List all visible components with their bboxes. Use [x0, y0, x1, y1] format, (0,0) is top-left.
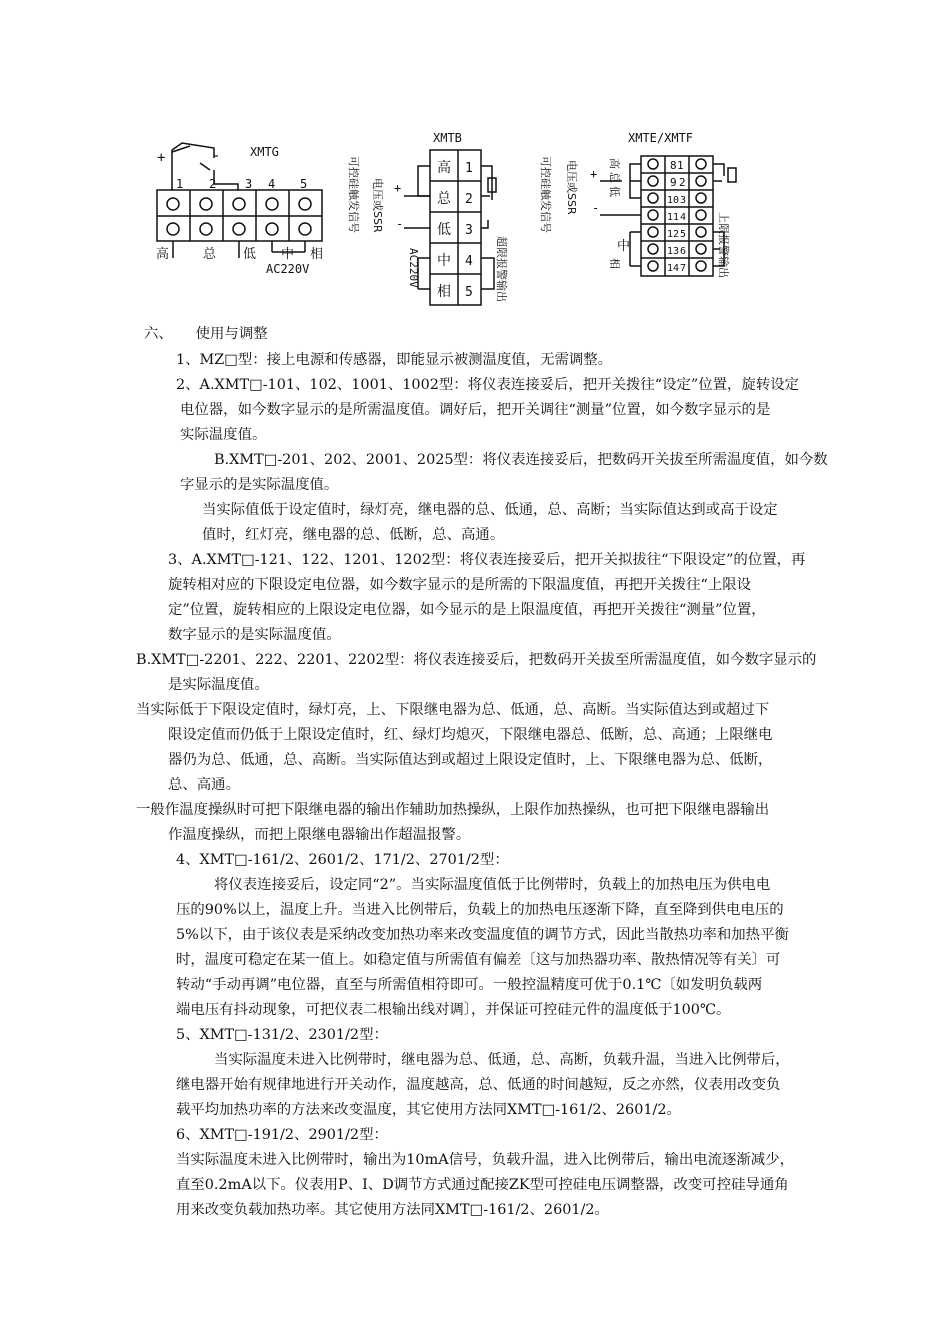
xmte-left-bottom-label-1: 中 — [617, 239, 631, 254]
xmtg-title: XMTG — [250, 145, 279, 159]
xmtb-row-3-num: 3 — [465, 223, 473, 238]
text-line: 用来改变负载加热功率。其它使用方法同XMT□-161/2、2601/2。 — [176, 1202, 609, 1218]
text-line: 器仍为总、低通，总、高断。当实际值达到或超过上限设定值时，上、下限继电器为总、低断， — [168, 752, 773, 768]
text-line: 当实际温度未进入比例带时，继电器为总、低通，总、高断，负载升温，当进入比例带后， — [214, 1052, 790, 1068]
xmtb-row-2-label: 总 — [437, 191, 451, 207]
wiring-diagrams — [0, 0, 950, 330]
xmtg-terminal-2: 2 — [209, 177, 217, 191]
xmtg-terminal-3: 3 — [245, 177, 253, 191]
xmtb-row-2-num: 2 — [465, 192, 473, 207]
xmtb-title: XMTB — [433, 131, 462, 145]
text-line: 当实际低于下限设定值时，绿灯亮，上、下限继电器为总、低通，总、高断。当实际值达到或超过下 — [136, 702, 770, 718]
text-line: 总、高通。 — [168, 777, 240, 793]
text-line: 端电压有抖动现象，可把仪表二根输出线对调〕，并保证可控硅元件的温度低于100℃。 — [176, 1002, 731, 1018]
xmtb-row-1-label: 高 — [437, 160, 451, 176]
xmtg-supply: AC220V — [266, 262, 310, 276]
xmtb-row-5-label: 相 — [437, 284, 451, 300]
xmte-row-1-left: 8 — [670, 159, 677, 172]
text-line: 3、A.XMT□-121、122、1201、1202型：将仪表连接妥后，把开关拟拔往“下限设定”的位置，再 — [168, 552, 806, 568]
text-line: 定”位置，旋转相应的上限设定电位器，如今显示的是上限温度值，再把开关拨往“测量”位置， — [168, 602, 766, 618]
text-line: B.XMT□-2201、222、2201、2202型：将仪表连接妥后，把数码开关拔至所需温度值，如今数字显示的 — [136, 652, 817, 668]
text-line: 载平均加热功率的方法来改变温度，其它使用方法同XMT□-161/2、2601/2。 — [176, 1102, 681, 1118]
xmtb-right-label: 超限报警输出 — [495, 236, 508, 302]
text-line: 6、XMT□-191/2、2901/2型： — [176, 1127, 388, 1143]
xmte-row-2-left: 9 — [670, 176, 677, 189]
text-line: 压的90%以上，温度上升。当进入比例带后，负载上的加热电压逐渐下降，直至降到供电电压的 — [176, 902, 784, 918]
xmte-row-7-right: 7 — [680, 263, 687, 274]
text-line: 当实际温度未进入比例带时，输出为10mA信号，负载升温，进入比例带后，输出电流逐渐减少， — [176, 1152, 794, 1168]
text-line: 电位器，如今数字显示的是所需温度值。调好后，把开关调往“测量”位置，如今数字显示的是 — [180, 402, 771, 418]
xmte-left-top-label-1: 高 — [608, 158, 621, 169]
xmtb-row-4-label: 中 — [437, 253, 451, 269]
xmtb-row-1-num: 1 — [465, 161, 473, 176]
xmtg-label-high: 高 — [156, 247, 170, 262]
text-line: 时，温度可稳定在某一值上。如稳定值与所需值有偏差〔这与加热器功率、散热情况等有关〕可 — [176, 952, 781, 968]
xmtg-label-low: 低 — [243, 247, 257, 262]
xmte-row-5-left: 12 — [667, 229, 680, 240]
xmte-row-1-right: 1 — [677, 159, 684, 172]
xmte-title: XMTE/XMTF — [628, 131, 694, 145]
xmte-row-4-right: 4 — [680, 212, 687, 223]
xmte-side-label: 可控硅触发信号 — [539, 156, 552, 233]
text-line: B.XMT□-201、202、2001、2025型：将仪表连接妥后，把数码开关拔至所需温度值，如今数 — [214, 452, 828, 468]
text-line: 4、XMT□-161/2、2601/2、171/2、2701/2型： — [176, 852, 509, 868]
xmtg-plus: + — [157, 150, 166, 166]
xmtg-terminal-1: 1 — [176, 177, 184, 191]
xmte-side-label-2: 电压或SSR — [565, 160, 578, 215]
section-heading: 六、 使用与调整 — [144, 326, 268, 342]
xmtg-terminal-4: 4 — [268, 177, 276, 191]
xmte-row-5-right: 5 — [680, 229, 687, 240]
xmte-plus: + — [590, 167, 598, 181]
xmte-left-top-label-2: 总 — [608, 172, 621, 183]
xmtg-label-phase: 相 — [310, 247, 324, 262]
xmtb-plus: + — [394, 181, 402, 195]
text-line: 旋转相对应的下限设定电位器，如今数字显示的是所需的下限温度值，再把开关拨往“上限设 — [168, 577, 751, 593]
text-line: 1、MZ□型：接上电源和传感器，即能显示被测温度值，无需调整。 — [176, 352, 613, 368]
text-line: 转动“手动再调”电位器，直至与所需值相符即可。一般控温精度可优于0.1℃〔如发明负载两 — [176, 977, 763, 993]
text-line: 数字显示的是实际温度值。 — [168, 627, 341, 643]
text-line: 值时，红灯亮，继电器的总、低断，总、高通。 — [202, 527, 505, 543]
text-line: 直至0.2mA以下。仪表用P、I、D调节方式通过配接ZK型可控硅电压调整器，改变可控硅导通角 — [176, 1177, 789, 1193]
xmte-row-3-right: 3 — [680, 195, 687, 206]
xmte-row-6-left: 13 — [667, 246, 680, 257]
xmtg-label-common: 总 — [203, 247, 217, 262]
xmte-right-label: 上限报警输出 — [717, 212, 730, 278]
xmtb-row-5-num: 5 — [465, 285, 473, 300]
text-line: 作温度操纵，而把上限继电器输出作超温报警。 — [168, 827, 471, 843]
xmtb-side-label-2: 电压或SSR — [371, 178, 384, 233]
xmte-left-top-label-3: 低 — [608, 186, 621, 197]
xmtb-row-3-label: 低 — [437, 222, 451, 238]
xmte-row-7-left: 14 — [667, 263, 680, 274]
xmtg-diagram — [157, 143, 322, 258]
xmte-row-6-right: 6 — [680, 246, 687, 257]
text-line: 实际温度值。 — [180, 427, 267, 443]
xmte-minus: - — [592, 201, 600, 215]
wiring-diagrams-svg — [0, 0, 950, 330]
xmtg-terminal-5: 5 — [300, 177, 308, 191]
text-line: 5、XMT□-131/2、2301/2型： — [176, 1027, 388, 1043]
xmtb-row-4-num: 4 — [465, 254, 473, 269]
text-line: 2、A.XMT□-101、102、1001、1002型：将仪表连接妥后，把开关拨往“设定”位置，旋转设定 — [176, 377, 799, 393]
text-line: 继电器开始有规律地进行开关动作，温度越高，总、低通的时间越短，反之亦然，仪表用改变负 — [176, 1077, 781, 1093]
xmte-left-bottom-label-2: 相 — [608, 258, 621, 269]
xmtb-minus: - — [396, 217, 404, 231]
text-line: 是实际温度值。 — [168, 677, 269, 693]
xmtb-supply: AC220V — [407, 248, 420, 288]
xmte-row-2-right: 2 — [679, 176, 686, 189]
text-line: 将仪表连接妥后，设定同“2”。当实际温度值低于比例带时，负载上的加热电压为供电电 — [214, 877, 771, 893]
text-line: 5%以下，由于该仪表是采纳改变加热功率来改变温度值的调节方式，因此当散热功率和加热平衡 — [176, 927, 789, 943]
text-line: 一般作温度操纵时可把下限继电器的输出作辅助加热操纵，上限作加热操纵，也可把下限继电器输出 — [136, 802, 770, 818]
text-line: 字显示的是实际温度值。 — [180, 477, 339, 493]
text-line: 当实际值低于设定值时，绿灯亮，继电器的总、低通，总、高断；当实际值达到或高于设定 — [202, 502, 778, 518]
xmtg-minus: - — [212, 148, 221, 164]
xmte-row-4-left: 11 — [667, 212, 680, 223]
xmtb-side-label: 可控硅触发信号 — [347, 156, 360, 233]
xmtg-label-neutral: 中 — [281, 247, 295, 262]
xmte-row-3-left: 10 — [667, 195, 680, 206]
text-line: 限设定值而仍低于上限设定值时，红、绿灯均熄灭，下限继电器总、低断，总、高通；上限继电 — [168, 727, 773, 743]
